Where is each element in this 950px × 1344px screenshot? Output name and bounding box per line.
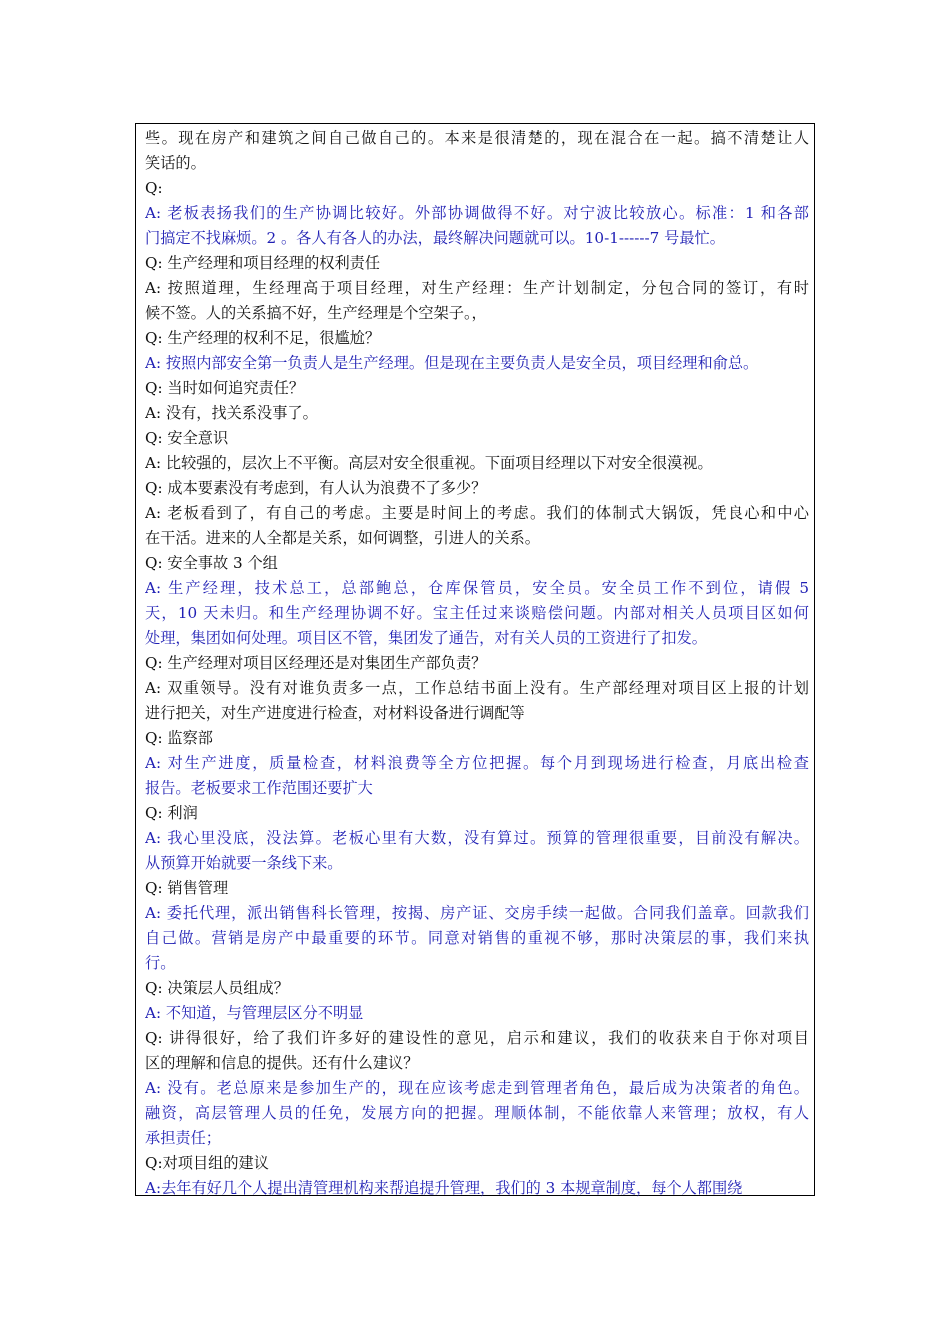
answer-line: A: 不知道，与管理层区分不明显 [145,1004,364,1022]
answer-block [145,1001,809,1026]
question-line: Q: [145,179,163,197]
question-block [145,1151,809,1176]
answer-block [145,826,809,876]
question-line: Q: 当时如何追究责任？ [145,379,305,397]
question-line: Q: 监察部 [145,729,213,747]
answer-block [145,901,809,976]
question-block [145,801,809,826]
answer-block [145,276,809,326]
answer-line: 些。现在房产和建筑之间自己做自己的。本来是很清楚的，现在混合在一起。搞不清楚让人 [145,129,809,147]
answer-line: A: 没有，找关系没事了。 [145,404,318,422]
answer-line: 候不签。人的关系搞不好，生产经理是个空架子。， [145,304,487,322]
question-block [145,976,809,1001]
answer-line: A: 生产经理，技术总工，总部鲍总，仓库保管员，安全员。安全员工作不到位，请假 5 [145,579,809,597]
answer-block [145,451,809,476]
question-block [145,251,809,276]
question-block [145,651,809,676]
answer-line: 承担责任； [145,1129,221,1147]
question-block [145,1026,809,1076]
answer-block [145,126,809,176]
answer-line: A: 我心里没底，没法算。老板心里有大数，没有算过。预算的管理很重要，目前没有解决。 [145,829,809,847]
question-line: Q: 讲得很好，给了我们许多好的建设性的意见，启示和建议，我们的收获来自于你对项目 [145,1029,809,1047]
question-block [145,876,809,901]
answer-line: 处理，集团如何处理。项目区不管，集团发了通告，对有关人员的工资进行了扣发。 [145,629,707,647]
transcript-content [145,126,809,1201]
answer-block [145,351,809,376]
answer-line: 报告。老板要求工作范围还要扩大 [145,779,373,797]
question-block [145,426,809,451]
answer-line: 融资，高层管理人员的任免，发展方向的把握。理顺体制，不能依靠人来管理；放权，有人 [145,1104,809,1122]
answer-block [145,1176,809,1201]
answer-block [145,751,809,801]
transcript-frame [135,123,815,1196]
answer-line: 天，10 天未归。和生产经理协调不好。宝主任过来谈赔偿问题。内部对相关人员项目区如何 [145,604,809,622]
answer-line: 笑话的。 [145,154,206,172]
question-line: 区的理解和信息的提供。还有什么建议？ [145,1054,419,1072]
question-line: Q: 安全意识 [145,429,229,447]
question-line: Q: 销售管理 [145,879,229,897]
question-block [145,551,809,576]
question-line: Q:对项目组的建议 [145,1154,269,1172]
answer-line: A: 老板表扬我们的生产协调比较好。外部协调做得不好。对宁波比较放心。标准：1 和各部 [145,204,809,222]
question-block [145,726,809,751]
question-line: Q: 安全事故 3 个组 [145,554,278,572]
answer-line: A: 按照内部安全第一负责人是生产经理。但是现在主要负责人是安全员，项目经理和俞总。 [145,354,759,372]
answer-block [145,1076,809,1151]
answer-line: 进行把关，对生产进度进行检查，对材料设备进行调配等 [145,704,525,722]
answer-block [145,501,809,551]
question-line: Q: 生产经理对项目区经理还是对集团生产部负责？ [145,654,487,672]
answer-line: A: 比较强的，层次上不平衡。高层对安全很重视。下面项目经理以下对安全很漠视。 [145,454,713,472]
answer-block [145,401,809,426]
question-line: Q: 成本要素没有考虑到，有人认为浪费不了多少？ [145,479,487,497]
question-block [145,376,809,401]
question-line: Q: 决策层人员组成？ [145,979,289,997]
answer-line: A: 双重领导。没有对谁负责多一点，工作总结书面上没有。生产部经理对项目区上报的计划 [145,679,809,697]
answer-block [145,201,809,251]
answer-line: 在干活。进来的人全都是关系，如何调整，引进人的关系。 [145,529,540,547]
answer-line: 自己做。营销是房产中最重要的环节。同意对销售的重视不够，那时决策层的事，我们来执 [145,929,809,947]
question-line: Q: 生产经理的权利不足，很尴尬？ [145,329,381,347]
answer-line: 门搞定不找麻烦。2 。各人有各人的办法，最终解决问题就可以。10-1------7 号最忙。 [145,229,725,247]
question-line: Q: 生产经理和项目经理的权利责任 [145,254,381,272]
answer-line: A:去年有好几个人提出清管理机构来帮追提升管理，我们的 3 本规章制度，每个人都围绕 [145,1179,743,1197]
question-line: Q: 利润 [145,804,198,822]
answer-line: A: 按照道理，生经理高于项目经理，对生产经理：生产计划制定，分包合同的签订，有时 [145,279,809,297]
answer-block [145,576,809,651]
answer-line: A: 没有。老总原来是参加生产的，现在应该考虑走到管理者角色，最后成为决策者的角色。 [145,1079,809,1097]
answer-block [145,676,809,726]
answer-line: 行。 [145,954,176,972]
question-block [145,326,809,351]
question-block [145,176,809,201]
question-block [145,476,809,501]
answer-line: A: 委托代理，派出销售科长管理，按揭、房产证、交房手续一起做。合同我们盖章。回款我们 [145,904,809,922]
answer-line: A: 老板看到了，有自己的考虑。主要是时间上的考虑。我们的体制式大锅饭，凭良心和中心 [145,504,809,522]
answer-line: 从预算开始就要一条线下来。 [145,854,343,872]
answer-line: A: 对生产进度，质量检查，材料浪费等全方位把握。每个月到现场进行检查，月底出检查 [145,754,809,772]
